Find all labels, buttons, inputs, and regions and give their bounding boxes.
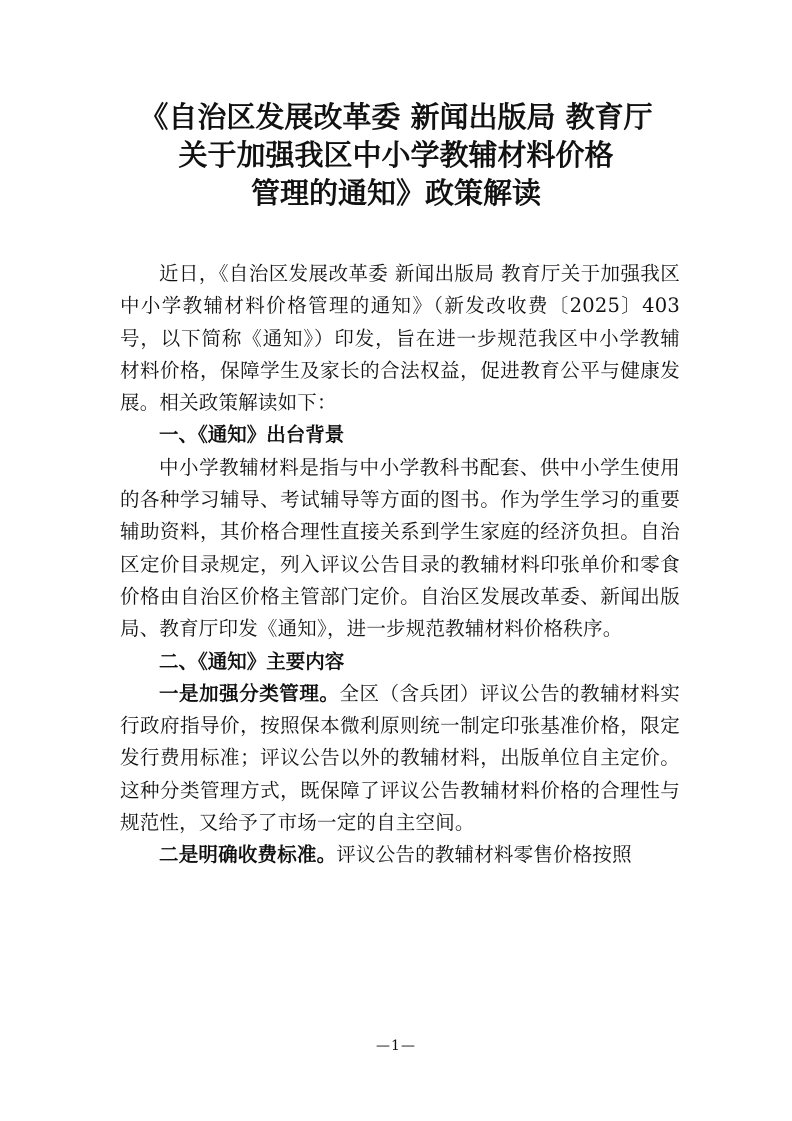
section-heading-background: 一、《通知》出台背景 <box>159 423 345 447</box>
title-line-3: 管理的通知》政策解读 <box>250 176 541 210</box>
document-body <box>120 258 680 872</box>
background-paragraph: 中小学教辅材料是指与中小学教科书配套、供中小学生使用的各种学习辅导、考试辅导等方面的图书。作为学生学习的重要辅助资料，其价格合理性直接关系到学生家庭的经济负担。自治区定价目录规定，列入评议公告目录的教辅材料印张单价和零食价格由自治区价格主管部门定价。自治区发展改革委、新闻出版局、教育厅印发《通知》，进一步规范教辅材料价格秩序。 <box>120 455 680 641</box>
item-classification-lead: 一是加强分类管理。 <box>159 681 340 705</box>
item-fees-lead: 二是明确收费标准。 <box>159 843 337 867</box>
title-line-2: 关于加强我区中小学教辅材料价格 <box>178 138 614 172</box>
item-classification-text: 全区（含兵团）评议公告的教辅材料实行政府指导价，按照保本微利原则统一制定印张基准价格，限定发行费用标准；评议公告以外的教辅材料，出版单位自主定价。这种分类管理方式，既保障了评议公告教辅材料价格的合理性与规范性，又给予了市场一定的自主空间。 <box>120 681 680 835</box>
page-number: —1— <box>376 1038 416 1054</box>
title-line-1: 《自治区发展改革委 新闻出版局 教育厅 <box>139 100 653 134</box>
document-title <box>110 98 682 212</box>
item-classification-paragraph <box>120 678 680 839</box>
item-fees-text: 评议公告的教辅材料零售价格按照 <box>336 843 632 867</box>
intro-paragraph: 近日，《自治区发展改革委 新闻出版局 教育厅关于加强我区中小学教辅材料价格管理的通知》（新发改收费〔2025〕403号，以下简称《通知》）印发，旨在进一步规范我区中小学教辅材料价格，保障学生及家长的合法权益，促进教育公平与健康发展。相关政策解读如下： <box>120 262 680 415</box>
section-heading-main-content: 二、《通知》主要内容 <box>159 649 345 673</box>
item-fees-paragraph <box>120 839 680 871</box>
